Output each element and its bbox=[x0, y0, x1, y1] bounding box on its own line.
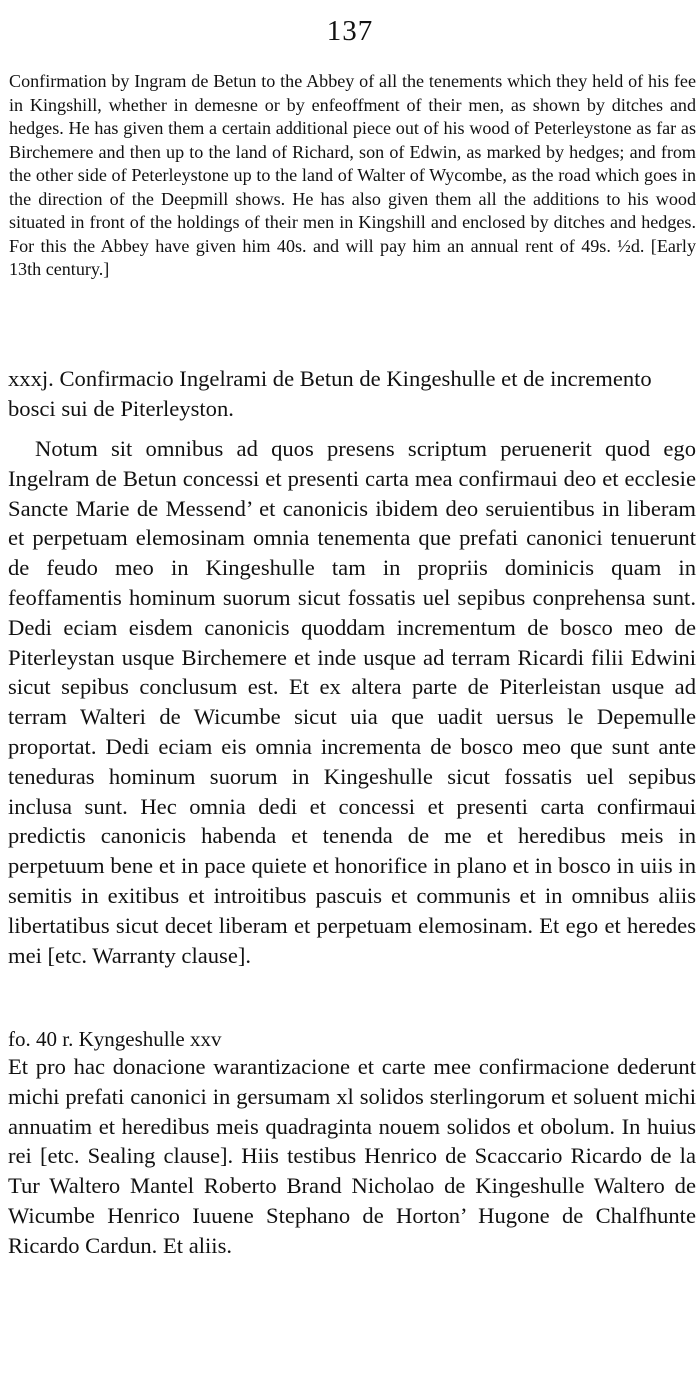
charter-heading: xxxj. Confirmacio Ingelrami de Betun de Kingeshulle et de incremento bosci sui de Piterleyston. bbox=[8, 366, 652, 421]
page-number: 137 bbox=[326, 15, 374, 47]
charter-body bbox=[8, 434, 696, 970]
charter-body-text: Notum sit omnibus ad quos presens scriptum peruenerit quod ego Ingelram de Betun concessi et presenti carta mea confirmaui deo et ecclesie Sancte Marie de Messend’ et canonicis ibidem deo seruientibus in liberam et perpetuam elemosinam omnia tenementa que prefati canonici tenuerunt de feudo meo in Kingeshulle tam in propriis dominicis quam in feoffamentis hominum suorum sicut fossatis uel sepibus conprehensa sunt. Dedi eciam eisdem canonicis quoddam incrementum de bosco meo de Piterleystan usque Birchemere et inde usque ad terram Ricardi filii Edwini sicut sepibus conclusum est. Et ex altera parte de Piterleistan usque ad terram Walteri de Wicumbe sicut uia que uadit uersus le Depemulle proportat. Dedi eciam eis omnia incrementa de bosco meo que sunt ante teneduras hominum suorum in Kingeshulle sicut fossatis uel sepibus inclusa sunt. Hec omnia dedi et concessi et presenti carta confirmaui predictis canonicis habenda et tenenda de me et heredibus meis in perpetuum bene et in pace quiete et honorifice in plano et in bosco in uiis in semitis in exitibus et introitibus pascuis et communis et in omnibus aliis libertatibus sicut decet liberam et perpetuam elemosinam. Et ego et heredes mei [etc. Warranty clause]. bbox=[8, 436, 696, 968]
english-summary: Confirmation by Ingram de Betun to the Abbey of all the tenements which they held of his fee in Kingshill, whether in demesne or by enfeoffment of their men, as shown by ditches and hedges. He has given them a certain additional piece out of his wood of Peterleystone as far as Birchemere and then up to the land of Richard, son of Edwin, as marked by hedges; and from the other side of Peterleystone up to the land of Walter of Wycombe, as the road which goes in the direction of the Deepmill shows. He has also given them all the additions to his wood situated in front of the holdings of their men in Kingshill and enclosed by ditches and hedges. For this the Abbey have given him 40s. and will pay him an annual rent of 49s. ½d. [Early 13th century.] bbox=[9, 71, 696, 279]
folio-note: fo. 40 r. Kyngeshulle xxv bbox=[8, 1027, 222, 1051]
charter-continuation: Et pro hac donacione warantizacione et carte mee confirmacione dederunt michi prefati canonici in gersumam xl solidos sterlingorum et soluent michi annuatim et heredibus meis quadraginta nouem solidos et obolum. In huius rei [etc. Sealing clause]. Hiis testibus Henrico de Scaccario Ricardo de la Tur Waltero Mantel Roberto Brand Nicholao de Kingeshulle Waltero de Wicumbe Henrico Iuuene Stephano de Horton’ Hugone de Chalfhunte Ricardo Cardun. Et aliis. bbox=[8, 1054, 696, 1258]
